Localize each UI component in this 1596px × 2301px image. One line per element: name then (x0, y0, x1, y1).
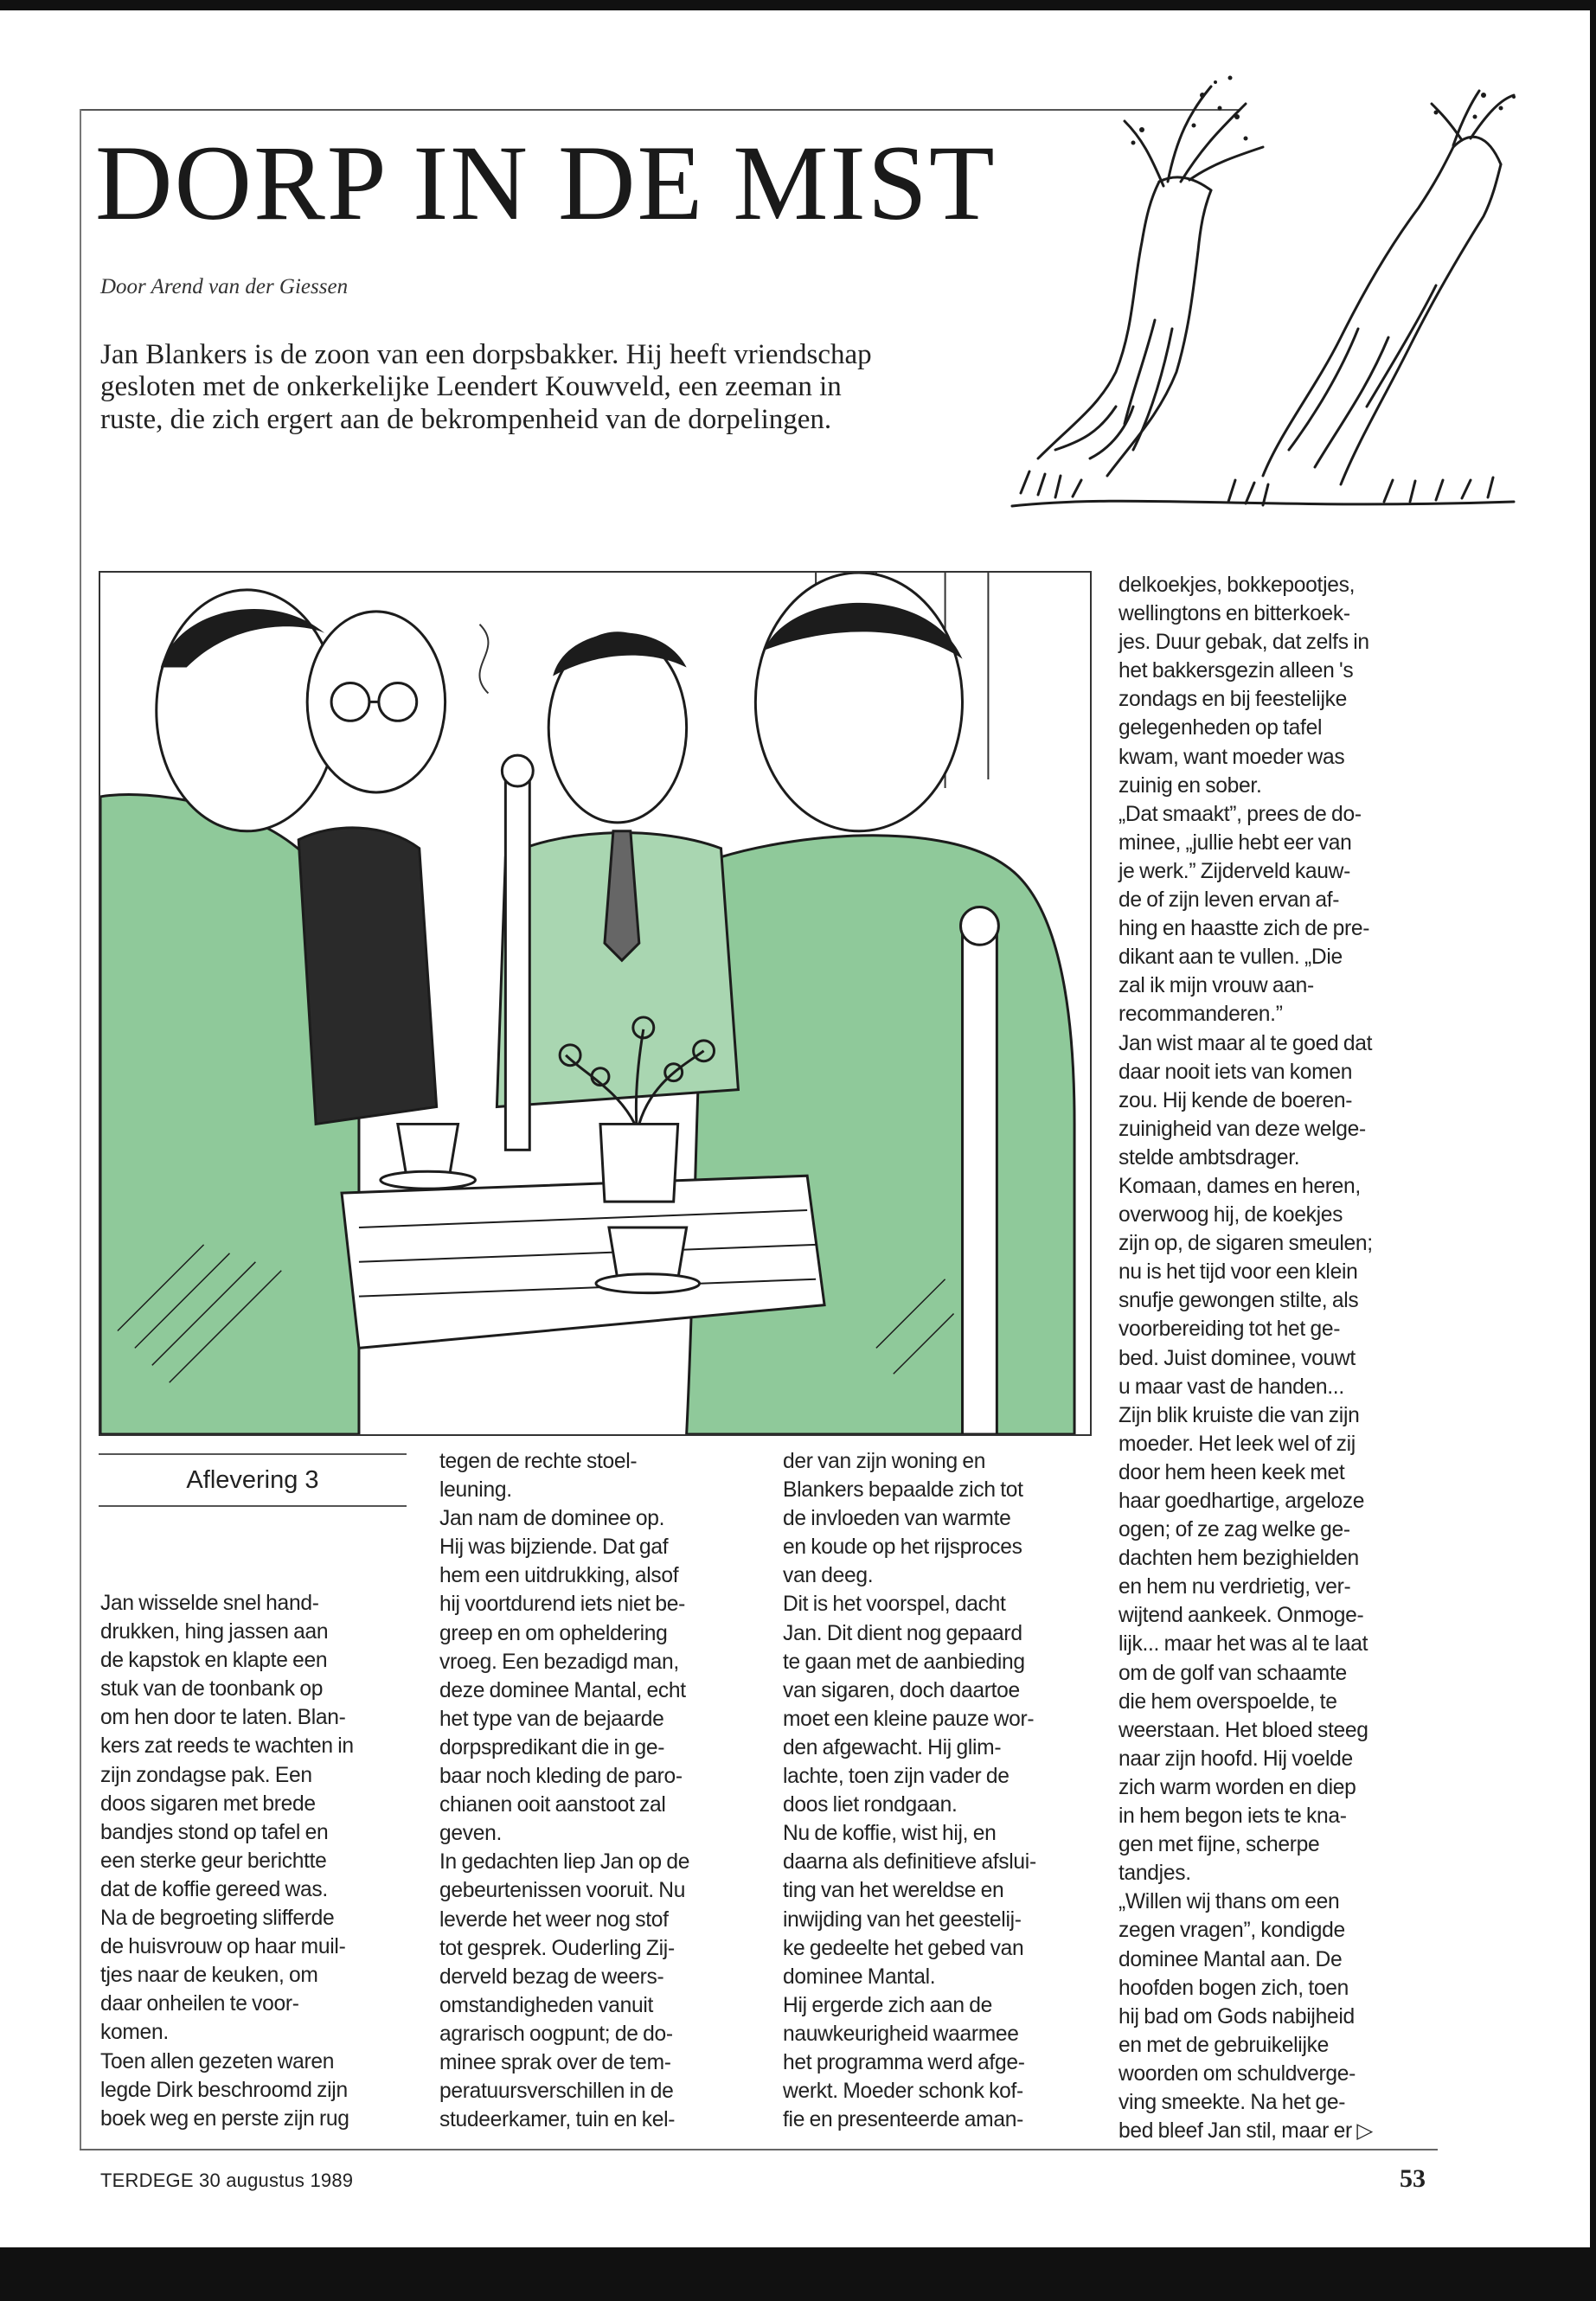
text-line: chianen ooit aanstoot zal (439, 1793, 666, 1817)
text-line: het bakkersgezin alleen 's (1118, 659, 1354, 683)
text-line: agrarisch oogpunt; de do- (439, 2022, 673, 2046)
text-line: lachte, toen zijn vader de (783, 1765, 1010, 1789)
text-line: boek weg en perste zijn rug (100, 2106, 349, 2131)
text-line: ving smeekte. Na het ge- (1118, 2090, 1346, 2114)
text-line: drukken, hing jassen aan (100, 1620, 329, 1644)
text-line: omstandigheden vanuit (439, 1993, 654, 2017)
text-line: minee sprak over de tem- (439, 2050, 671, 2074)
text-line: tandjes. (1118, 1862, 1191, 1886)
text-line: stuk van de toonbank op (100, 1677, 324, 1702)
text-line: zijn zondagse pak. Een (100, 1763, 312, 1787)
text-line: leuning. (439, 1478, 512, 1503)
text-line: den afgewacht. Hij glim- (783, 1735, 1002, 1759)
text-line: wellingtons en bitterkoek- (1118, 602, 1350, 626)
text-line: zondags en bij feestelijke (1118, 688, 1348, 712)
text-line: ting van het wereldse en (783, 1879, 1004, 1903)
text-line: hoofden bogen zich, toen (1118, 1976, 1349, 2000)
text-line: legde Dirk beschroomd zijn (100, 2078, 348, 2102)
text-line: daar onheilen te voor- (100, 1992, 299, 2016)
text-line: Jan wist maar al te goed dat (1118, 1031, 1373, 1055)
text-line: moet een kleine pauze wor- (783, 1707, 1035, 1731)
text-line: bed bleef Jan stil, maar er ▷ (1118, 2119, 1374, 2144)
article-title: DORP IN DE MIST (95, 124, 997, 242)
text-line: om de golf van schaamte (1118, 1661, 1347, 1685)
text-line: dominee Mantal. (783, 1965, 936, 1989)
text-line: bandjes stond op tafel en (100, 1820, 329, 1844)
text-line: hij bad om Gods nabijheid (1118, 2004, 1355, 2029)
text-line: Jan nam de dominee op. (439, 1507, 665, 1531)
text-line: van sigaren, doch daartoe (783, 1678, 1020, 1702)
text-line: zegen vragen”, kondigde (1118, 1919, 1345, 1943)
text-column-2 (439, 1447, 725, 2134)
text-line: door hem heen keek met (1118, 1460, 1345, 1484)
text-line: fie en presenteerde aman- (783, 2108, 1023, 2132)
text-line: tjes naar de keuken, om (100, 1964, 318, 1988)
text-line: inwijding van het geestelij- (783, 1907, 1022, 1932)
coffee-table-illustration (99, 571, 1092, 1436)
text-line: die hem overspoelde, te (1118, 1689, 1337, 1714)
text-line: zijn op, de sigaren smeulen; (1118, 1232, 1373, 1256)
text-line: delkoekjes, bokkepootjes, (1118, 574, 1356, 597)
text-line: dikant aan te vullen. „Die (1118, 945, 1343, 970)
text-line: dat de koffie gereed was. (100, 1877, 328, 1901)
text-line: het type van de bejaarde (439, 1707, 664, 1731)
text-line: van deeg. (783, 1564, 874, 1588)
episode-label: Aflevering 3 (99, 1453, 407, 1507)
text-line: greep en om opheldering (439, 1621, 668, 1645)
text-line: vroeg. Een bezadigd man, (439, 1650, 679, 1674)
article-intro: Jan Blankers is de zoon van een dorpsbakker. Hij heeft vriendschap gesloten met de onkerkelijke Leendert Kouwveld, een zeeman in ruste, die zich ergert aan de bekrompenheid van de dorpelingen. (100, 339, 872, 435)
text-line: dorpspredikant die in ge- (439, 1735, 665, 1759)
text-line: in hem begon iets te kna- (1118, 1804, 1347, 1829)
text-line: doos liet rondgaan. (783, 1793, 958, 1817)
text-line: lijk... maar het was al te laat (1118, 1632, 1368, 1657)
text-line: Jan wisselde snel hand- (100, 1592, 319, 1615)
text-line: en met de gebruikelijke (1118, 2033, 1330, 2057)
text-line: en hem nu verdrietig, ver- (1118, 1575, 1351, 1599)
text-line: „Willen wij thans om een (1118, 1890, 1340, 1914)
text-line: peratuursverschillen in de (439, 2080, 674, 2104)
text-line: woorden om schuldverge- (1118, 2061, 1356, 2086)
text-line: Hij ergerde zich aan de (783, 1993, 993, 2017)
footer-magazine-date: TERDEGE 30 augustus 1989 (100, 2170, 354, 2191)
text-line: dominee Mantal aan. De (1118, 1947, 1343, 1971)
text-line: gen met fijne, scherpe (1118, 1833, 1320, 1857)
text-line: ke gedeelte het gebed van (783, 1936, 1024, 1960)
text-line: komen. (100, 2021, 169, 2045)
text-line: moeder. Het leek wel of zij (1118, 1432, 1356, 1456)
text-line: zuinig en sober. (1118, 773, 1262, 798)
willow-trees-illustration (1003, 43, 1522, 519)
scan-border-top (0, 0, 1596, 10)
text-line: zou. Hij kende de boeren- (1118, 1088, 1353, 1112)
text-line: gebeurtenissen vooruit. Nu (439, 1879, 686, 1903)
text-column-4 (1118, 571, 1439, 2145)
text-line: deze dominee Mantal, echt (439, 1678, 686, 1702)
text-column-1 (100, 1589, 382, 2133)
text-line: wijtend aankeek. Onmoge- (1118, 1604, 1364, 1628)
text-line: derveld bezag de weers- (439, 1965, 664, 1989)
text-line: Hij was bijziende. Dat gaf (439, 1535, 669, 1560)
text-line: hem een uitdrukking, alsof (439, 1564, 679, 1588)
text-line: werkt. Moeder schonk kof- (783, 2080, 1023, 2104)
text-line: „Dat smaakt”, prees de do- (1118, 802, 1362, 826)
text-line: Zijn blik kruiste die van zijn (1118, 1403, 1360, 1427)
text-line: kwam, want moeder was (1118, 745, 1345, 769)
text-line: u maar vast de handen... (1118, 1375, 1344, 1399)
text-line: zich warm worden en diep (1118, 1775, 1356, 1799)
text-line: haar goedhartige, argeloze (1118, 1490, 1365, 1513)
text-line: de kapstok en klapte een (100, 1649, 328, 1673)
text-line: Dit is het voorspel, dacht (783, 1593, 1006, 1617)
text-line: Nu de koffie, wist hij, en (783, 1822, 997, 1846)
text-line: nu is het tijd voor een klein (1118, 1260, 1358, 1285)
text-line: zal ik mijn vrouw aan- (1118, 974, 1314, 998)
text-line: bed. Juist dominee, vouwt (1118, 1346, 1356, 1370)
text-line: nauwkeurigheid waarmee (783, 2022, 1019, 2046)
text-line: baar noch kleding de paro- (439, 1765, 683, 1789)
text-line: de huisvrouw op haar muil- (100, 1935, 346, 1959)
text-line: hing en haastte zich de pre- (1118, 917, 1370, 941)
text-line: het programma werd afge- (783, 2050, 1025, 2074)
text-line: je werk.” Zijderveld kauw- (1118, 859, 1351, 883)
text-line: jes. Duur gebak, dat zelfs in (1118, 631, 1369, 655)
article-byline: Door Arend van der Giessen (100, 275, 349, 298)
frame-rule-bottom (80, 2149, 1438, 2150)
text-line: recommanderen.” (1118, 1003, 1283, 1027)
text-line: kers zat reeds te wachten in (100, 1734, 354, 1759)
frame-rule-left (80, 109, 81, 2150)
text-column-3 (783, 1447, 1068, 2134)
text-line: geven. (439, 1822, 503, 1846)
text-line: tegen de rechte stoel- (439, 1450, 638, 1473)
text-line: en koude op het rijsproces (783, 1535, 1022, 1560)
text-line: daar nooit iets van komen (1118, 1060, 1353, 1084)
text-line: de invloeden van warmte (783, 1507, 1011, 1531)
text-line: dachten hem bezighielden (1118, 1547, 1359, 1571)
text-line: Na de begroeting slifferde (100, 1907, 335, 1931)
text-line: der van zijn woning en (783, 1450, 986, 1473)
text-line: stelde ambtsdrager. (1118, 1145, 1300, 1170)
text-line: leverde het weer nog stof (439, 1907, 669, 1932)
text-line: Blankers bepaalde zich tot (783, 1478, 1023, 1503)
text-line: naar zijn hoofd. Hij voelde (1118, 1747, 1353, 1771)
text-line: hij voortdurend iets niet be- (439, 1593, 685, 1617)
text-line: om hen door te laten. Blan- (100, 1706, 346, 1730)
text-line: Toen allen gezeten waren (100, 2049, 335, 2073)
text-line: In gedachten liep Jan op de (439, 1850, 690, 1875)
text-line: zuinigheid van deze welge- (1118, 1117, 1366, 1141)
scan-border-right (1590, 0, 1596, 2301)
text-line: daarna als definitieve afslui- (783, 1850, 1036, 1875)
text-line: doos sigaren met brede (100, 1791, 316, 1816)
text-line: Jan. Dit dient nog gepaard (783, 1621, 1022, 1645)
text-line: ogen; of ze zag welke ge- (1118, 1518, 1350, 1542)
text-line: te gaan met de aanbieding (783, 1650, 1025, 1674)
text-line: snufje gewongen stilte, als (1118, 1289, 1359, 1313)
text-line: voorbereiding tot het ge- (1118, 1317, 1341, 1342)
text-line: minee, „jullie hebt eer van (1118, 830, 1352, 855)
text-line: studeerkamer, tuin en kel- (439, 2108, 676, 2132)
text-line: tot gesprek. Ouderling Zij- (439, 1936, 675, 1960)
page-number: 53 (1400, 2164, 1426, 2193)
text-line: weerstaan. Het bloed steeg (1118, 1718, 1368, 1742)
scan-border-bottom (0, 2247, 1596, 2301)
text-line: gelegenheden op tafel (1118, 716, 1323, 740)
text-line: overwoog hij, de koekjes (1118, 1203, 1343, 1227)
text-line: de of zijn leven ervan af- (1118, 888, 1340, 913)
text-line: Komaan, dames en heren, (1118, 1174, 1361, 1198)
text-line: een sterke geur berichtte (100, 1849, 327, 1873)
